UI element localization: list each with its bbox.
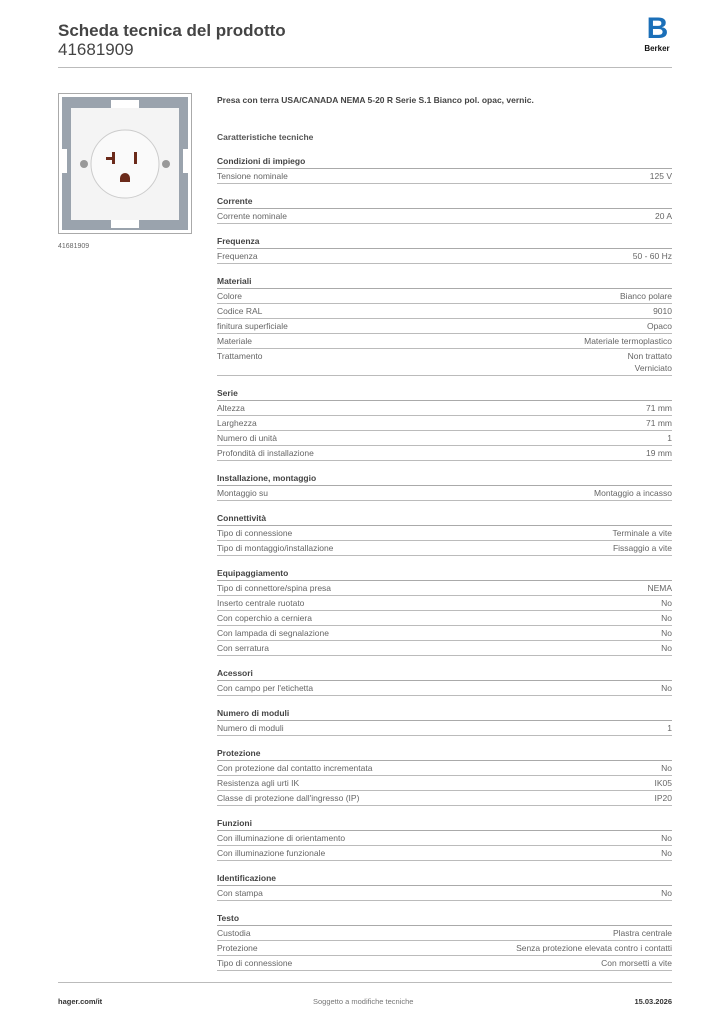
spec-value: No <box>661 613 672 623</box>
spec-section <box>217 234 672 264</box>
spec-value: No <box>661 833 672 843</box>
spec-label: Inserto centrale ruotato <box>217 598 305 608</box>
spec-label: finitura superficiale <box>217 321 288 331</box>
spec-label: Frequenza <box>217 251 258 261</box>
spec-value: No <box>661 848 672 858</box>
spec-label: Classe di protezione dall'ingresso (IP) <box>217 793 360 803</box>
spec-label: Materiale <box>217 336 252 346</box>
spec-value: 1 <box>667 433 672 443</box>
spec-row <box>217 956 672 971</box>
spec-row <box>217 401 672 416</box>
spec-section <box>217 816 672 861</box>
section-heading: Identificazione <box>217 871 672 886</box>
spec-value: Opaco <box>646 321 672 331</box>
section-heading: Materiali <box>217 274 672 289</box>
spec-value: Non trattato Verniciato <box>627 351 672 373</box>
spec-row <box>217 416 672 431</box>
spec-row <box>217 304 672 319</box>
spec-label: Con protezione dal contatto incrementata <box>217 763 373 773</box>
spec-section <box>217 154 672 184</box>
characteristics-heading: Caratteristiche tecniche <box>217 132 314 142</box>
spec-label: Con coperchio a cerniera <box>217 613 312 623</box>
spec-value: No <box>661 628 672 638</box>
spec-value: 1 <box>667 723 672 733</box>
spec-value: Materiale termoplastico <box>584 336 672 346</box>
spec-value: 20 A <box>654 211 672 221</box>
spec-value: No <box>661 683 672 693</box>
section-heading: Frequenza <box>217 234 672 249</box>
spec-row <box>217 791 672 806</box>
spec-row <box>217 611 672 626</box>
spec-label: Corrente nominale <box>217 211 287 221</box>
spec-row <box>217 319 672 334</box>
spec-value: 50 - 60 Hz <box>632 251 672 261</box>
spec-row <box>217 431 672 446</box>
spec-row <box>217 349 672 376</box>
spec-value: 71 mm <box>646 403 672 413</box>
logo-letter: B <box>646 12 668 45</box>
spec-row <box>217 886 672 901</box>
section-heading: Condizioni di impiego <box>217 154 672 169</box>
spec-row <box>217 776 672 791</box>
footer-divider <box>58 982 672 983</box>
spec-row <box>217 941 672 956</box>
spec-label: Altezza <box>217 403 245 413</box>
spec-section <box>217 911 672 971</box>
spec-row <box>217 581 672 596</box>
section-heading: Installazione, montaggio <box>217 471 672 486</box>
spec-value: Fissaggio a vite <box>612 543 672 553</box>
spec-section <box>217 194 672 224</box>
section-heading: Equipaggiamento <box>217 566 672 581</box>
spec-value: 125 V <box>649 171 672 181</box>
section-heading: Corrente <box>217 194 672 209</box>
spec-label: Larghezza <box>217 418 257 428</box>
spec-value: Bianco polare <box>620 291 672 301</box>
spec-label: Trattamento <box>217 351 263 361</box>
section-heading: Acessori <box>217 666 672 681</box>
spec-section <box>217 666 672 696</box>
spec-label: Con serratura <box>217 643 269 653</box>
spec-label: Tipo di connessione <box>217 528 293 538</box>
spec-row <box>217 209 672 224</box>
spec-label: Con illuminazione di orientamento <box>217 833 346 843</box>
spec-row <box>217 526 672 541</box>
spec-label: Con illuminazione funzionale <box>217 848 326 858</box>
spec-section <box>217 871 672 901</box>
spec-label: Tipo di montaggio/installazione <box>217 543 334 553</box>
spec-label: Con campo per l'etichetta <box>217 683 314 693</box>
spec-label: Protezione <box>217 943 258 953</box>
spec-section <box>217 566 672 656</box>
spec-sections <box>217 154 672 971</box>
spec-row <box>217 334 672 349</box>
product-name: Presa con terra USA/CANADA NEMA 5-20 R Serie S.1 Bianco pol. opac, vernic. <box>217 95 534 105</box>
spec-value: Montaggio a incasso <box>594 488 672 498</box>
spec-value: IP20 <box>654 793 672 803</box>
spec-section <box>217 386 672 461</box>
section-heading: Testo <box>217 911 672 926</box>
spec-section <box>217 471 672 501</box>
spec-label: Tipo di connessione <box>217 958 293 968</box>
spec-value: No <box>661 888 672 898</box>
spec-value: Senza protezione elevata contro i contatti <box>516 943 672 953</box>
footer-date: 15.03.2026 <box>634 997 672 1006</box>
spec-label: Resistenza agli urti IK <box>217 778 300 788</box>
spec-label: Tipo di connettore/spina presa <box>217 583 332 593</box>
section-heading: Protezione <box>217 746 672 761</box>
spec-section <box>217 746 672 806</box>
spec-row <box>217 249 672 264</box>
spec-row <box>217 831 672 846</box>
spec-label: Montaggio su <box>217 488 269 498</box>
spec-label: Profondità di installazione <box>217 448 314 458</box>
spec-value: Terminale a vite <box>612 528 672 538</box>
spec-row <box>217 641 672 656</box>
spec-section <box>217 706 672 736</box>
spec-row <box>217 446 672 461</box>
spec-content <box>217 93 672 971</box>
berker-logo <box>640 12 674 53</box>
section-heading: Funzioni <box>217 816 672 831</box>
header-divider <box>58 67 672 68</box>
spec-value: NEMA <box>647 583 672 593</box>
page-title: Scheda tecnica del prodotto <box>58 21 286 40</box>
spec-label: Con stampa <box>217 888 263 898</box>
spec-row <box>217 289 672 304</box>
spec-value: IK05 <box>654 778 672 788</box>
spec-row <box>217 721 672 736</box>
spec-row <box>217 626 672 641</box>
spec-label: Colore <box>217 291 243 301</box>
spec-label: Tensione nominale <box>217 171 288 181</box>
spec-row <box>217 926 672 941</box>
product-code: 41681909 <box>58 40 134 59</box>
spec-row <box>217 596 672 611</box>
spec-row <box>217 541 672 556</box>
section-heading: Connettività <box>217 511 672 526</box>
product-image <box>58 93 192 234</box>
spec-value: Plastra centrale <box>612 928 672 938</box>
spec-value: Con morsetti a vite <box>601 958 672 968</box>
spec-row <box>217 761 672 776</box>
footer-note: Soggetto a modifiche tecniche <box>313 997 414 1006</box>
spec-label: Con lampada di segnalazione <box>217 628 329 638</box>
logo-name: Berker <box>644 44 670 53</box>
section-heading: Serie <box>217 386 672 401</box>
spec-value: 71 mm <box>646 418 672 428</box>
spec-value: No <box>661 643 672 653</box>
footer-website: hager.com/it <box>58 997 103 1006</box>
spec-row <box>217 681 672 696</box>
spec-label: Custodia <box>217 928 251 938</box>
spec-section <box>217 511 672 556</box>
spec-value: 19 mm <box>646 448 672 458</box>
spec-value: No <box>661 598 672 608</box>
spec-label: Numero di unità <box>217 433 278 443</box>
spec-row <box>217 846 672 861</box>
section-heading: Numero di moduli <box>217 706 672 721</box>
spec-section <box>217 274 672 376</box>
spec-label: Numero di moduli <box>217 723 284 733</box>
spec-row <box>217 169 672 184</box>
spec-label: Codice RAL <box>217 306 263 316</box>
spec-row <box>217 486 672 501</box>
spec-value: No <box>661 763 672 773</box>
image-caption: 41681909 <box>58 243 90 250</box>
spec-value: 9010 <box>653 306 672 316</box>
